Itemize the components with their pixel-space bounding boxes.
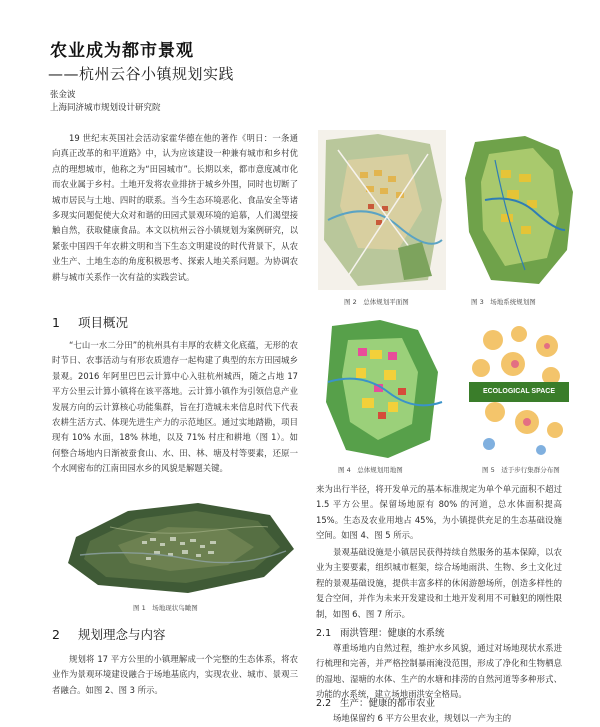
section-2-number: 2 [52,627,60,642]
column-2-paragraph-1: 来为出行半径，将开发单元的基本标准规定为单个单元面积不超过 1.5 平方公里。保留场地原有 80% 的河道，总水体面积提高 15%。生态及农业用地占 45%，为小镇提供充足的生态基础设施空间。如图 4、图 5 所示。 [316,484,562,541]
figure-4-caption: 图 4 总体规划用地图 [338,466,403,474]
section-2-title: 规划理念与内容 [78,627,166,642]
system-plan-map [455,130,583,290]
figure-5-cluster-map [455,312,583,462]
author-affiliation: 上海同济城市规划设计研究院 [50,103,161,113]
subsection-2-2-number: 2.2 [316,698,332,709]
aerial-photo-image [58,497,298,597]
figure-3-system-plan [455,130,583,290]
subsection-2-2-heading [316,695,562,709]
subsection-2-1-number: 2.1 [316,628,332,639]
subsection-2-1-heading [316,625,562,639]
section-1-title: 项目概况 [78,315,129,330]
figure-1-aerial-photo [58,497,298,597]
figure-5-caption: 图 5 适于步行集群分布图 [482,466,560,474]
figure-3-caption: 图 3 场地系统规划图 [471,298,536,306]
abstract-paragraph: 19 世纪末英国社会活动家霍华德在他的著作《明日：一条通向真正改革的和平道路》中，认为应该建设一种兼有城市和乡村优点的理想城市，他称之为“田园城市”。长期以来，都市意度减市化而农业属于乡村。土地开发将农业排挤于城乡外围，同时也切断了城市居民与土地、四时的联系。当今生态环境恶化、食品安全等诸多现实问题促使大众对和谐的田园式景观环境的追慕，人们渴望接触自然，获取健康食品。本文以杭州云谷小镇规划为案例研究，以紧张中国四千年农耕文明和当下生态文明建设的时代背景下，从农业生产、土地生态的角度积极思考、探索人地关系问题。为协调农耕与城市关系作一次有益的实践尝试。 [52,133,298,282]
section-1-heading [52,313,298,331]
figure-2-caption: 图 2 总体规划平面图 [344,298,409,306]
section-2-body: 规划将 17 平方公里的小镇理解成一个完整的生态体系，将农业作为景观环境建设融合于场地基底内，实现农业、城市、景观三者融合。如图 2、图 3 所示。 [52,654,298,695]
section-2-heading [52,625,298,643]
ecological-space-label: ECOLOGICAL SPACE [482,388,556,395]
figure-1-caption: 图 1 场地现状鸟瞰图 [133,604,198,612]
master-plan-map [318,130,446,290]
land-use-map [318,312,446,462]
figure-4-land-use-map [318,312,446,462]
subsection-2-1-title: 雨洪管理：健康的水系统 [340,628,445,639]
figure-2-master-plan [318,130,446,290]
subsection-2-2-title: 生产：健康的都市农业 [340,698,436,709]
author-name: 张金波 [50,90,76,100]
subsection-2-1-body: 尊重场地内自然过程，维护水乡风貌，通过对场地现状水系进行梳理和完善，并严格控制暴雨淹没范围，形成了净化和生物栖息的湿地、湿塘的水体、生产的水塘和排涝的自然河道等多种形式、功能的水系统，建立场地雨洪安全格局。 [316,643,562,700]
section-1-body: “七山一水二分田”的杭州具有丰厚的农耕文化底蕴，无形的农时节日、农事活动与有形农质遗存一起构建了典型的东方田园城乡景观。2016 年阿里巴巴云计算中心入驻杭州城西，随之占地 17 平方公里云计算小镇将在该平落地。云计算小镇作为引领信息产业发展方向的云计算核心功能集群，旨在打造城未来信息时代下代表农耕生活方式、体现先进生产力的示范地区。通过实地踏勘，项目现有 10% 水面，18% 林地，以及 71% 村庄和耕地（图 1）。如何整合场地内日渐被蚕食山、水、田、林、塘及村等要素，还原一个水网密布的江南田园水乡的风貌是解题关键。 [52,340,298,474]
column-2-paragraph-2: 景观基础设施是小镇居民获得持续自然服务的基本保障，以农业为主要要素，组织城市框架，综合场地雨洪、生物、乡土文化过程的景观基础设施，提供丰富多样的休闲游憩场所，创造多样性的复合空间，并作为未来开发建设和土地开发利用不可触犯的刚性限制，如图 6、图 7 所示。 [316,547,562,619]
subsection-2-2-body: 场地保留约 6 平方公里农业，规划以一产为主的 [333,713,512,723]
article-title: 农业成为都市景观 [50,41,194,61]
article-subtitle: ——杭州云谷小镇规划实践 [48,65,235,83]
section-1-number: 1 [52,315,60,330]
